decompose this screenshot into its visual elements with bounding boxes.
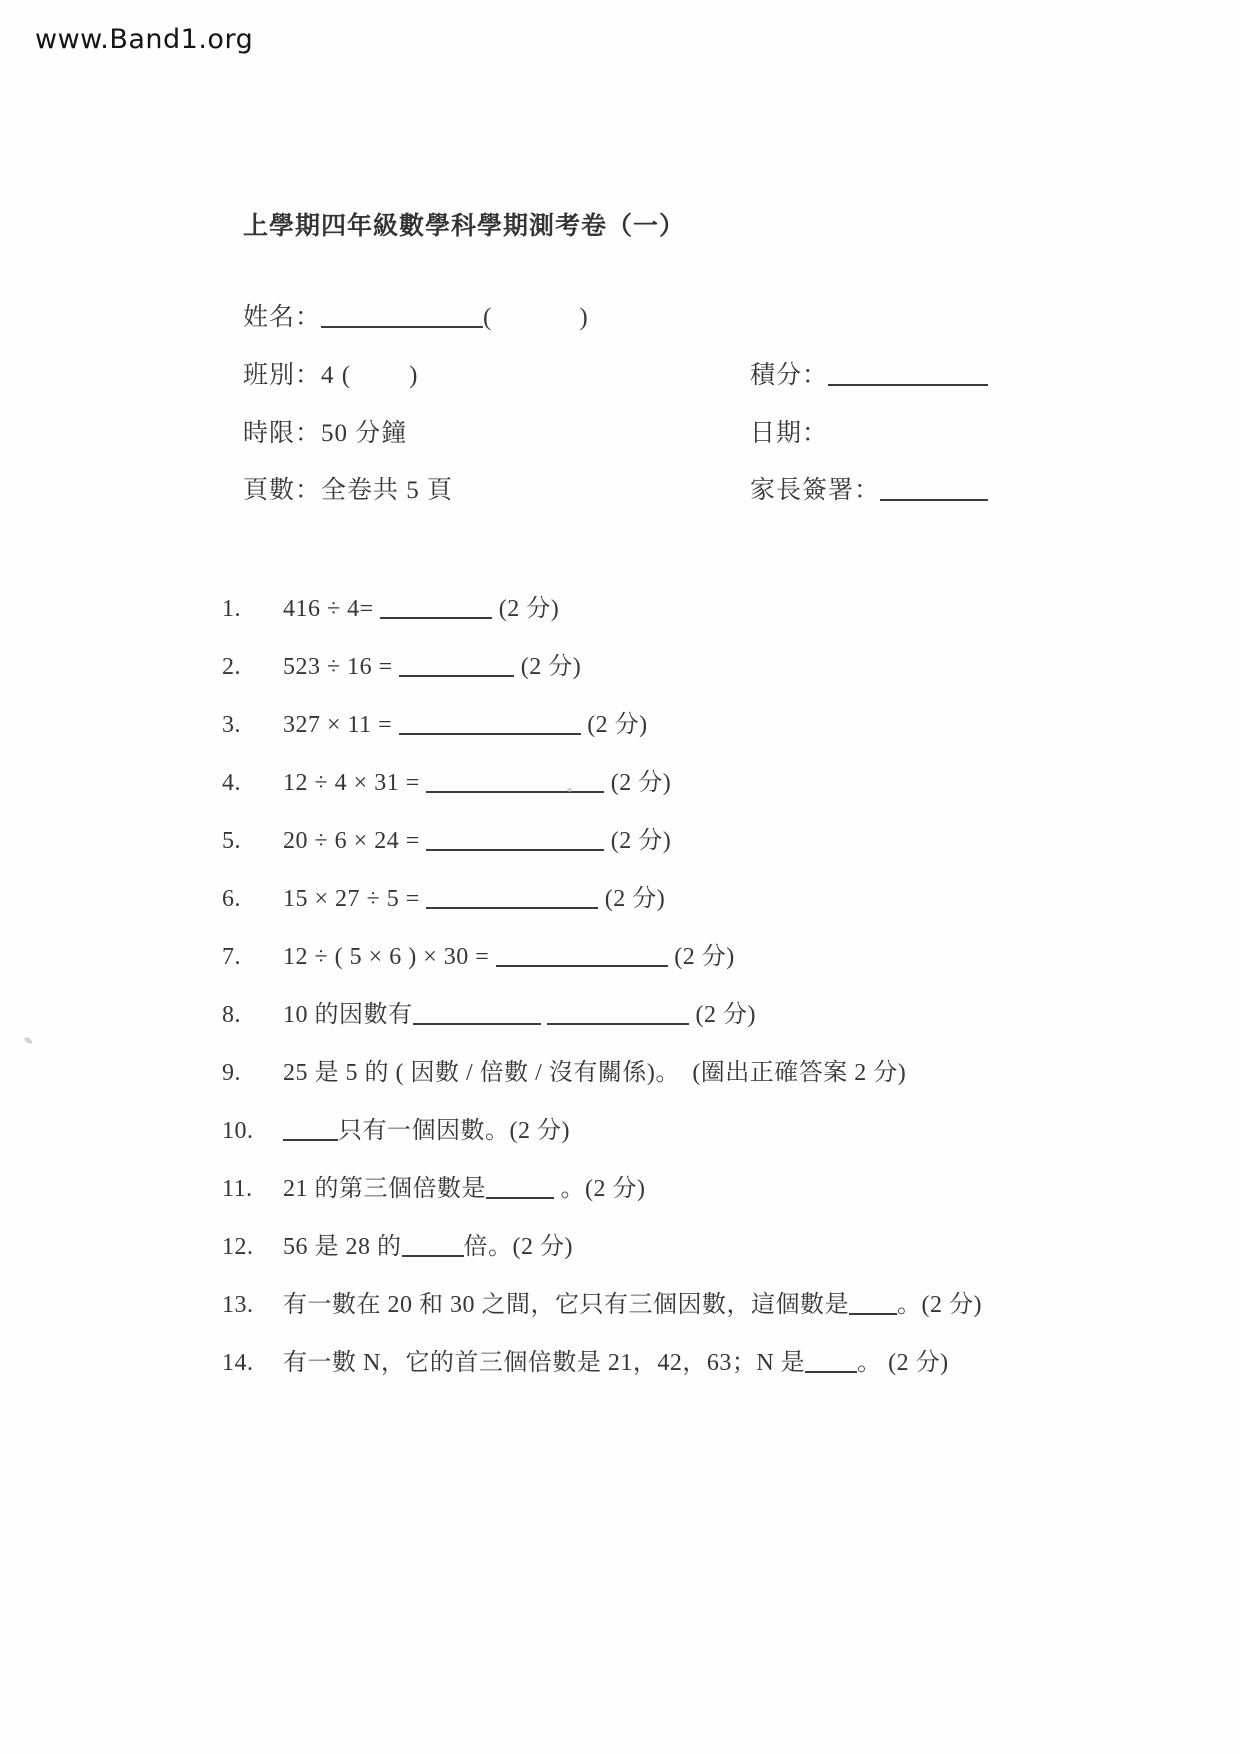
name-label: 姓名： xyxy=(243,304,322,331)
question-body: 12 ÷ ( 5 × 6 ) × 30 = (2 分) xyxy=(283,944,735,970)
question-row xyxy=(222,1110,1212,1168)
name-row xyxy=(243,297,589,333)
time-value: 50 分鐘 xyxy=(321,420,408,447)
time-label: 時限： xyxy=(243,420,322,447)
question-number: 13. xyxy=(222,1292,254,1318)
answer-blank xyxy=(426,887,598,909)
question-body: 21 的第三個倍數是 。(2 分) xyxy=(283,1176,646,1202)
question-row xyxy=(222,762,1212,820)
question-row xyxy=(222,1284,1212,1342)
parent-sign-label: 家長簽署： xyxy=(750,477,881,504)
date-row xyxy=(750,413,828,449)
answer-blank xyxy=(805,1351,857,1373)
question-number: 10. xyxy=(222,1118,254,1144)
date-label: 日期： xyxy=(750,420,829,447)
score-row xyxy=(750,355,988,391)
question-number: 14. xyxy=(222,1350,254,1376)
question-row xyxy=(222,1168,1212,1226)
answer-blank xyxy=(426,771,604,793)
scan-speck xyxy=(23,1036,33,1045)
question-body: 有一數 N，它的首三個倍數是 21，42，63；N 是 。 (2 分) xyxy=(283,1350,949,1376)
question-body: 20 ÷ 6 × 24 = (2 分) xyxy=(283,828,672,854)
answer-blank xyxy=(486,1177,554,1199)
question-body: 327 × 11 = (2 分) xyxy=(283,712,648,738)
question-number: 5. xyxy=(222,828,241,854)
question-row xyxy=(222,588,1212,646)
score-blank xyxy=(828,362,988,386)
page-title: 上學期四年級數學科學期測考卷（一） xyxy=(243,213,686,240)
answer-blank xyxy=(399,713,581,735)
answer-blank xyxy=(283,1119,338,1141)
question-row xyxy=(222,1342,1212,1400)
question-body: 12 ÷ 4 × 31 = (2 分) xyxy=(283,770,672,796)
question-number: 8. xyxy=(222,1002,241,1028)
question-number: 9. xyxy=(222,1060,241,1086)
question-row xyxy=(222,936,1212,994)
question-row xyxy=(222,1052,1212,1110)
scan-speck xyxy=(567,788,572,792)
question-number: 3. xyxy=(222,712,241,738)
parent-sign-row xyxy=(750,470,988,506)
question-body: 15 × 27 ÷ 5 = (2 分) xyxy=(283,886,666,912)
question-body: 10 的因數有 (2 分) xyxy=(283,1002,756,1028)
question-number: 4. xyxy=(222,770,241,796)
score-label: 積分： xyxy=(750,362,829,389)
question-number: 12. xyxy=(222,1234,254,1260)
pages-value: 全卷共 5 頁 xyxy=(321,477,454,504)
question-number: 6. xyxy=(222,886,241,912)
answer-blank xyxy=(426,829,604,851)
question-number: 7. xyxy=(222,944,241,970)
answer-blank xyxy=(849,1293,897,1315)
class-label: 班別： xyxy=(243,362,322,389)
question-row xyxy=(222,820,1212,878)
question-body: 25 是 5 的 ( 因數 / 倍數 / 沒有關係)。 (圈出正確答案 2 分) xyxy=(283,1060,907,1086)
question-number: 1. xyxy=(222,596,241,622)
class-value: 4 ( ) xyxy=(321,362,419,389)
name-paren: ( ) xyxy=(483,304,589,331)
question-row xyxy=(222,1226,1212,1284)
question-row xyxy=(222,994,1212,1052)
pages-label: 頁數： xyxy=(243,477,322,504)
question-row xyxy=(222,646,1212,704)
class-row xyxy=(243,355,418,391)
answer-blank xyxy=(380,597,492,619)
question-row xyxy=(222,704,1212,762)
parent-sign-blank xyxy=(880,477,988,501)
time-row xyxy=(243,413,407,449)
questions-list xyxy=(222,588,1212,1400)
site-watermark: www.Band1.org xyxy=(35,24,254,55)
answer-blank xyxy=(399,655,514,677)
answer-blank xyxy=(413,1003,541,1025)
question-body: 56 是 28 的 倍。(2 分) xyxy=(283,1234,573,1260)
name-blank xyxy=(321,304,483,328)
answer-blank xyxy=(496,945,668,967)
answer-blank xyxy=(402,1235,464,1257)
question-body: 416 ÷ 4= (2 分) xyxy=(283,596,560,622)
question-number: 11. xyxy=(222,1176,253,1202)
question-body: 有一數在 20 和 30 之間，它只有三個因數，這個數是 。(2 分) xyxy=(283,1292,982,1318)
question-body: 523 ÷ 16 = (2 分) xyxy=(283,654,582,680)
answer-blank xyxy=(547,1003,689,1025)
question-body: 只有一個因數。(2 分) xyxy=(283,1118,570,1144)
question-number: 2. xyxy=(222,654,241,680)
question-row xyxy=(222,878,1212,936)
pages-row xyxy=(243,470,453,506)
